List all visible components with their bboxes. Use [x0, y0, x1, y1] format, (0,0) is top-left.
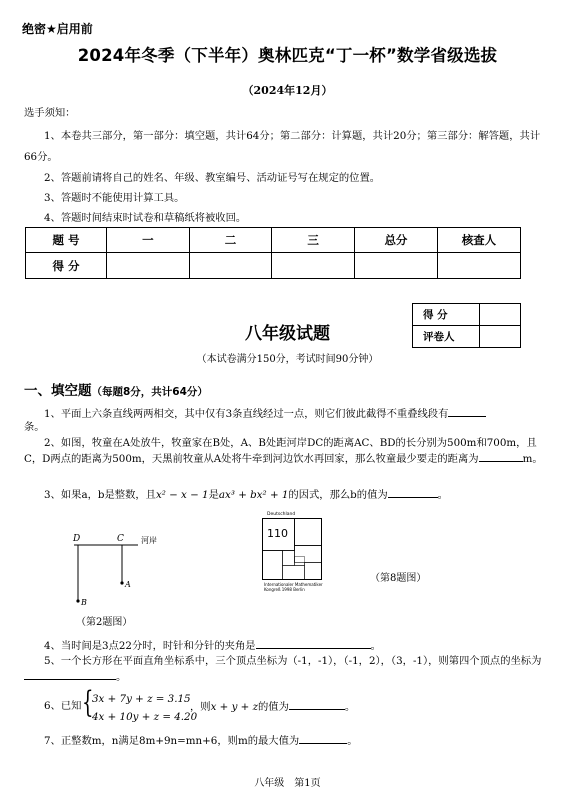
- point-A: [120, 581, 123, 584]
- question-6-tail: [190, 699, 355, 714]
- grader-score-label: 得 分: [413, 304, 480, 326]
- question-7-text: 7、正整数m，n满足8m+9n=mn+6，则m的最大值为: [44, 735, 300, 747]
- question-2-text: 2、如图，牧童在A处放牛，牧童家在B处，A、B处距河岸DC的距离AC、BD的长分别为500m和700m，且C，D两点的距离为500m，天黑前牧童从A处将牛牵到河边饮水再回家，那么牧童最少要走的距离为: [24, 437, 537, 465]
- question-4: [44, 638, 381, 653]
- notice-item-1: 1、本卷共三部分，第一部分：填空题，共计64分；第二部分：计算题，共计20分；第三部分：解答题，共计66分。: [24, 130, 541, 163]
- question-3-text-b: 的因式，那么b的值为: [288, 489, 388, 501]
- question-6-eq-1: 3x + 7y + z = 3.15: [92, 693, 191, 705]
- exam-subtitle: （本试卷满分150分，考试时间90分钟）: [196, 354, 379, 365]
- notice-item-2: 2、答题前请将自己的姓名、年级、教室编号、活动证号写在规定的位置。: [44, 172, 381, 184]
- question-6-then: ，则: [190, 701, 211, 713]
- score-header-part2: 二: [189, 228, 272, 253]
- page-footer: 八年级 第1页: [254, 778, 321, 789]
- question-7: [44, 733, 358, 748]
- figure-8-caption: （第8题图）: [370, 573, 427, 584]
- question-6-expression: x + y + z: [210, 701, 258, 713]
- question-1-text: 1、平面上六条直线两两相交，其中仅有3条直线经过一点，则它们彼此截得不重叠线段有: [44, 408, 449, 420]
- section-note: （每题8分，共计64分）: [91, 386, 208, 398]
- score-cell-total: [355, 253, 438, 279]
- question-4-end: 。: [370, 640, 381, 652]
- answer-blank-6[interactable]: [289, 699, 345, 710]
- question-3-end: 。: [437, 489, 448, 501]
- question-3-formula-1: x² − x − 1: [155, 489, 209, 501]
- score-header-part1: 一: [106, 228, 189, 253]
- label-river: 河岸: [141, 536, 157, 545]
- stamp-number: 110: [267, 527, 288, 540]
- question-6-end: 。: [344, 701, 356, 713]
- stamp-bottom-label-2: Kongreß 1998 Berlin: [264, 587, 305, 592]
- score-cell-part3: [272, 253, 355, 279]
- score-row-label: 得 分: [26, 253, 107, 279]
- question-6-system: [92, 690, 197, 726]
- answer-blank-4[interactable]: [256, 638, 371, 649]
- label-B: B: [81, 598, 87, 607]
- figure-2-caption: （第2题图）: [76, 617, 133, 628]
- stamp-figure: [262, 518, 322, 580]
- score-header-number: 题 号: [26, 228, 107, 253]
- exam-date: （2024年12月）: [242, 84, 333, 97]
- section-title: 一、填空题: [24, 383, 92, 399]
- score-header-total: 总分: [355, 228, 438, 253]
- score-header-part3: 三: [272, 228, 355, 253]
- score-cell-checker: [437, 253, 520, 279]
- question-3-formula-2: ax³ + bx² + 1: [218, 489, 289, 501]
- confidential-mark: 绝密★启用前: [22, 22, 93, 36]
- label-A: A: [125, 580, 131, 589]
- question-6-eq-2: 4x + 10y + z = 4.20: [92, 711, 198, 723]
- question-3-text-a: 3、如果a，b是整数，且: [44, 489, 156, 501]
- question-2: [24, 436, 548, 467]
- brace-icon: {: [82, 685, 94, 720]
- notice-item-4: 4、答题时间结束时试卷和草稿纸将被收回。: [44, 212, 247, 224]
- question-3-text-mid: 是: [208, 489, 219, 501]
- question-2-end: m。: [522, 453, 543, 465]
- question-3: [44, 487, 448, 502]
- exam-title: 2024年冬季（下半年）奥林匹克“丁一杯”数学省级选拔: [77, 46, 498, 65]
- label-C: C: [117, 534, 124, 544]
- score-cell-part1: [106, 253, 189, 279]
- question-5: [24, 653, 550, 685]
- answer-blank-3[interactable]: [388, 487, 438, 498]
- score-table: [25, 227, 521, 279]
- answer-blank-7[interactable]: [299, 733, 347, 744]
- stamp-top-label: Deutschland: [267, 512, 296, 517]
- grader-name-label: 评卷人: [413, 326, 480, 348]
- question-5-end: 。: [116, 671, 127, 683]
- notice-heading: 选手须知：: [24, 107, 76, 119]
- question-1: [44, 406, 486, 421]
- question-6-value-prompt: 的值为: [258, 701, 289, 713]
- answer-blank-1[interactable]: [448, 406, 486, 417]
- point-B: [76, 599, 79, 602]
- question-1-end: 条。: [24, 421, 45, 433]
- stamp-bottom-label: [264, 582, 323, 592]
- question-4-text: 4、当时间是3点22分时，时针和分针的夹角是: [44, 640, 256, 652]
- stamp-bottom-label-1: Internationaler Mathematiker: [264, 582, 323, 587]
- label-D: D: [73, 534, 81, 544]
- answer-blank-2[interactable]: [479, 451, 523, 462]
- question-7-end: 。: [347, 735, 358, 747]
- grade-title: 八年级试题: [245, 324, 330, 344]
- notice-item-3: 3、答题时不能使用计算工具。: [44, 192, 185, 204]
- question-5-text: 5、一个长方形在平面直角坐标系中，三个顶点坐标为（-1，-1），（-1，2），（3，-1），则第四个顶点的坐标为: [44, 655, 542, 667]
- section-heading: [24, 379, 208, 399]
- figure-2: [60, 530, 170, 610]
- question-6-label: 6、已知: [44, 700, 82, 712]
- answer-blank-5[interactable]: [24, 669, 116, 680]
- score-cell-part2: [189, 253, 272, 279]
- score-header-checker: 核查人: [437, 228, 520, 253]
